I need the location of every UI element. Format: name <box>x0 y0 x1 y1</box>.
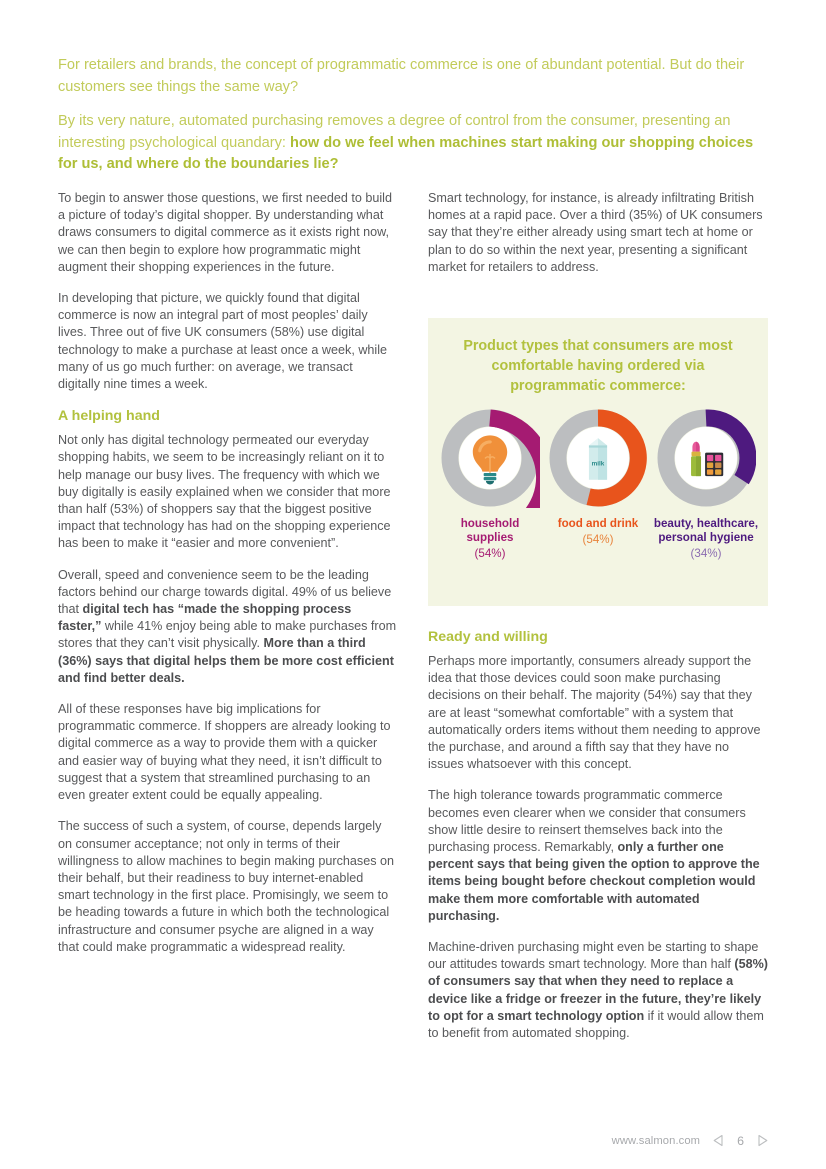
right-p3-bold: only a further one percent says that being given the option to approve the items being bought before checkout completion would make them more comfortable with automated purchasing. <box>428 840 760 923</box>
lede-paragraph-2 <box>58 111 770 176</box>
milk-carton-icon <box>569 429 627 487</box>
donut-value-3: (34%) <box>690 547 722 560</box>
donut-cell-household-supplies <box>437 408 543 561</box>
lede-block <box>58 55 770 189</box>
left-paragraph-3: Not only has digital technology permeated our everyday shopping habits, we seem to be increasingly reliant on it to help manage our busy lives. The frequency with which we buy digitally is easily explained when we consider that more than half (53%) of shoppers say that the biggest positive impact that technology has had on the shopping experience has been to make it “easier and more convenient”. <box>58 433 391 551</box>
infographic-title: Product types that consumers are most comfortable having ordered via programmatic commerce: <box>463 338 733 394</box>
lede-paragraph-2-normal: By its very nature, automated purchasing removes a degree of control from the consumer, presenting an interesting psychological quandary: <box>58 113 731 151</box>
cosmetics-icon <box>677 429 735 487</box>
page-footer <box>0 1133 826 1157</box>
infographic-panel <box>428 318 768 606</box>
donut-chart-beauty-healthcare <box>656 408 756 508</box>
lede-paragraph-2-bold: how do we feel when machines start making our shopping choices for us, and where do the boundaries lie? <box>58 134 754 172</box>
donut-chart-food-and-drink <box>548 408 648 508</box>
left-p4-part-a: Overall, speed and convenience seem to be the leading factors behind our charge towards digital. 49% of us believe that <box>58 567 392 617</box>
page-number: 6 <box>737 1133 744 1148</box>
right-paragraph-4 <box>428 939 768 1042</box>
svg-text:milk: milk <box>591 460 605 468</box>
right-paragraph-3 <box>428 787 768 925</box>
footer-inner <box>612 1133 770 1148</box>
right-p4-bold: (58%) of consumers say that when they need to replace a device like a fridge or freezer in the future, they’re likely to opt for a smart technology option <box>428 957 768 1023</box>
footer-website-url: www.salmon.com <box>611 1134 701 1147</box>
donut-value-2: (54%) <box>582 533 614 546</box>
left-section-heading: A helping hand <box>58 408 160 425</box>
donut-value-1: (54%) <box>474 547 506 560</box>
donut-label-2: food and drink <box>557 517 639 530</box>
right-column-bottom <box>428 622 768 1056</box>
right-p3-part-a: The high tolerance towards programmatic commerce becomes even clearer when we consider that consumers show little desire to reinsert themselves back into the purchasing process. Remarkably, <box>428 788 746 855</box>
donut-cell-food-and-drink <box>545 408 651 547</box>
donut-chart-row <box>428 408 768 561</box>
left-p4-bold-2: More than a third (36%) says that digital helps them be more cost efficient and find better deals. <box>58 636 394 685</box>
right-column-top <box>428 190 768 290</box>
left-paragraph-2: In developing that picture, we quickly found that digital commerce is now an integral part of most peoples’ daily lives. Three out of five UK consumers (58%) use digital technology to make a purchase at least once a week, while many of us go much further: on average, we transact digitally nine times a week. <box>58 291 388 392</box>
left-p4-bold-1: digital tech has “made the shopping process faster,” <box>58 602 352 634</box>
donut-cell-beauty-healthcare <box>653 408 759 561</box>
lightbulb-icon <box>461 429 519 487</box>
donut-chart-household-supplies <box>440 408 540 508</box>
triangle-left-icon[interactable] <box>711 1133 726 1148</box>
donut-label-3: beauty, healthcare, personal hygiene <box>653 517 759 544</box>
right-p4-part-a: Machine-driven purchasing might even be starting to shape our attitudes towards smart technology. More than half <box>428 940 759 972</box>
lede-paragraph-1: For retailers and brands, the concept of programmatic commerce is one of abundant potential. But do their customers see things the same way? <box>58 57 745 95</box>
right-p4-part-c: if it would allow them to benefit from automated shopping. <box>428 1008 764 1041</box>
donut-label-1: household supplies <box>460 517 520 544</box>
left-paragraph-5: All of these responses have big implications for programmatic commerce. If shoppers are already looking to digital commerce as a way to provide them with a quicker and easier way of buying what they need, it isn’t difficult to suggest that a system that streamlined purchasing to an even greater extent could be equally appealing. <box>58 702 391 803</box>
right-paragraph-2: Perhaps more importantly, consumers already support the idea that those devices could soon make purchasing decisions on their behalf. The majority (54%) say that they are at least “somewhat comfortable” with a system that automatically orders items without them needing to approve the purchase, and around a fifth say that they have no issues whatsoever with this concept. <box>428 654 761 772</box>
right-paragraph-1: Smart technology, for instance, is already infiltrating British homes at a rapid pace. Over a third (35%) of UK consumers say that they’re either already using smart tech at home or plan to do so within the next year, presenting a significant market for retailers to address. <box>428 191 763 274</box>
triangle-right-icon[interactable] <box>755 1133 770 1148</box>
left-paragraph-1: To begin to answer those questions, we first needed to build a picture of today’s digital shopper. By understanding what draws consumers to digital commerce as it exists right now, we can then begin to explore how programmatic might augment their shopping experiences in the future. <box>58 191 392 274</box>
left-paragraph-6: The success of such a system, of course, depends largely on consumer acceptance; not only in terms of their willingness to allow machines to begin making purchases on their behalf, but their readiness to buy internet-enabled smart technology in the first place. Promisingly, we seem to be heading towards a future in which both the technological infrastructure and consumer psyche are aligned in a way that could make programmatic a widespread reality. <box>58 819 395 954</box>
left-column <box>58 190 398 970</box>
left-paragraph-4 <box>58 567 398 687</box>
left-p4-part-c: while 41% enjoy being able to make purchases from stores that they can’t visit physically. <box>58 619 397 651</box>
right-section-heading: Ready and willing <box>428 629 548 645</box>
